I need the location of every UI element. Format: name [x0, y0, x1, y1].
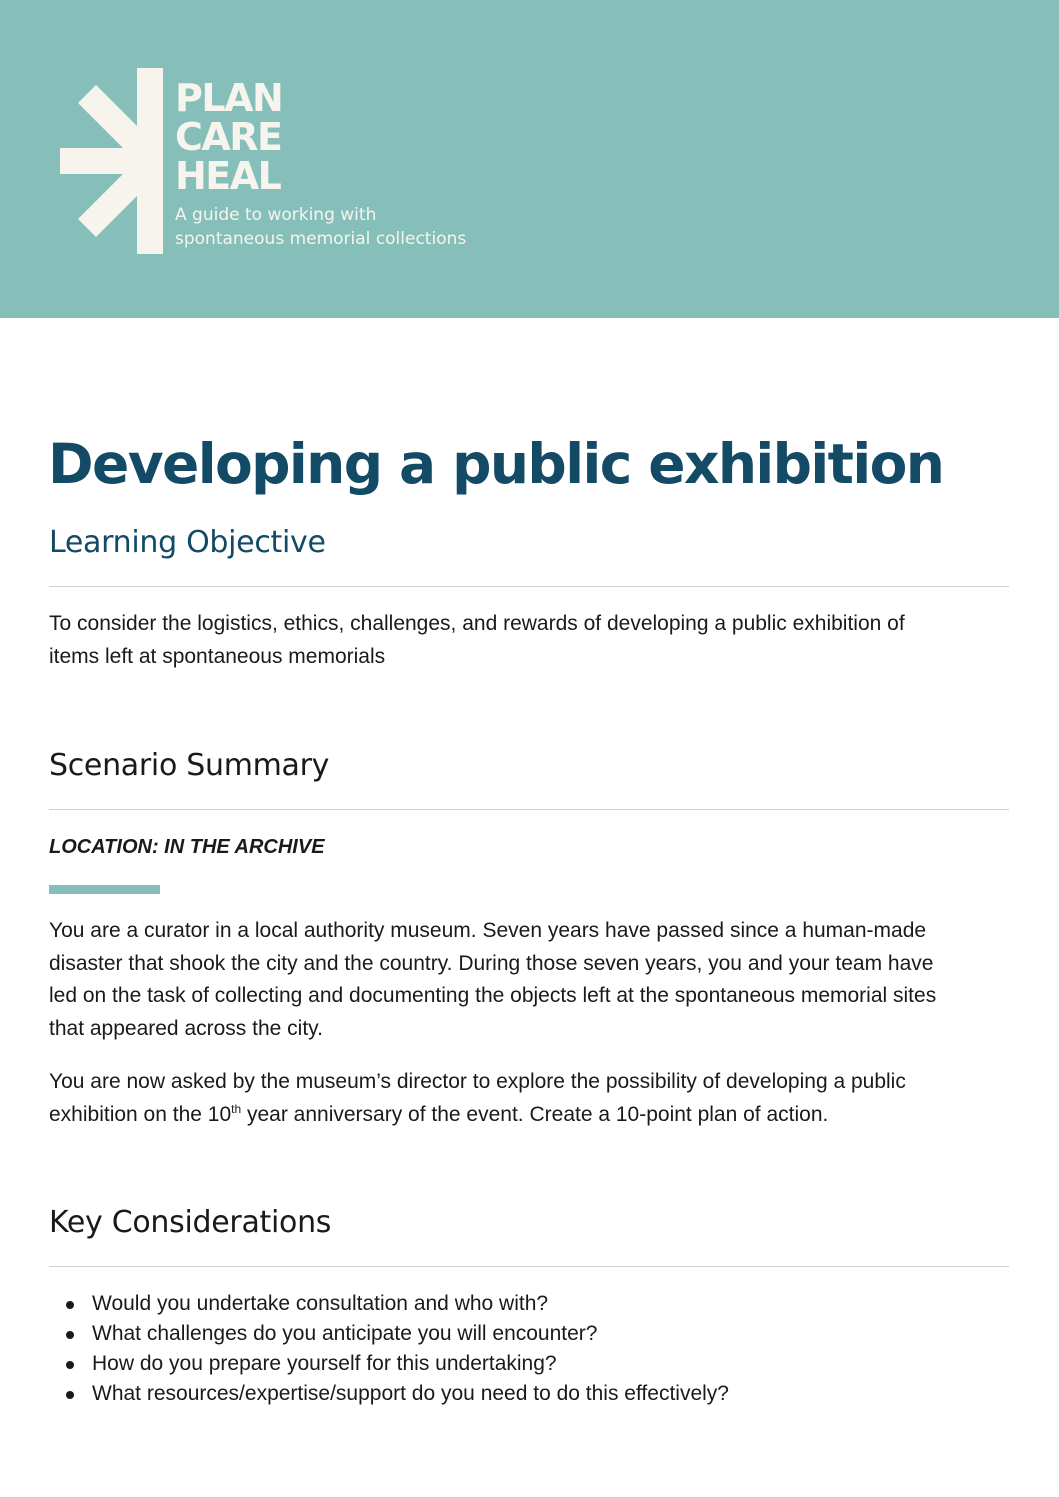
scenario-paragraph-2 [49, 1066, 1019, 1131]
page-title: Developing a public exhibition [48, 432, 944, 496]
list-item [49, 1349, 999, 1379]
brand-word-plan: PLAN [175, 76, 283, 120]
bullet-icon [66, 1391, 74, 1399]
key-considerations-list [49, 1289, 999, 1409]
list-item [49, 1319, 999, 1349]
section-divider [49, 809, 1009, 810]
asterisk-burst-icon [58, 68, 164, 254]
key-considerations-heading: Key Considerations [49, 1205, 332, 1240]
list-item-text: Would you undertake consultation and who with? [92, 1292, 549, 1315]
list-item-text: What challenges do you anticipate you will encounter? [92, 1322, 598, 1345]
text-line: To consider the logistics, ethics, challenges, and rewards of developing a public exhibition of [49, 612, 905, 635]
learning-objective-text [49, 608, 1019, 673]
ordinal-superscript: th [231, 1101, 242, 1116]
tagline-line: A guide to working with [175, 205, 377, 225]
text-line: disaster that shook the city and the country. During those seven years, you and your team have [49, 951, 934, 975]
text-line [49, 1099, 1019, 1132]
scenario-summary-heading: Scenario Summary [49, 748, 330, 783]
scenario-paragraph-1 [49, 915, 1019, 1045]
bullet-icon [66, 1331, 74, 1339]
text-line: items left at spontaneous memorials [49, 644, 386, 668]
tagline-line: spontaneous memorial collections [175, 229, 467, 249]
text-line: led on the task of collecting and documenting the objects left at the spontaneous memorial sites [49, 984, 937, 1007]
section-divider [49, 1266, 1009, 1267]
text-line: You are now asked by the museum’s director to explore the possibility of developing a public [49, 1070, 906, 1093]
bullet-icon [66, 1301, 74, 1309]
header-band [0, 0, 1059, 318]
bullet-icon [66, 1361, 74, 1369]
text-segment: exhibition on the 10 [49, 1102, 232, 1126]
text-line: You are a curator in a local authority museum. Seven years have passed since a human-made [49, 919, 927, 942]
brand-word-heal: HEAL [175, 154, 281, 198]
list-item [49, 1289, 999, 1319]
list-item-text: What resources/expertise/support do you need to do this effectively? [92, 1382, 729, 1405]
location-label: LOCATION: IN THE ARCHIVE [49, 836, 325, 858]
accent-bar [49, 885, 160, 894]
brand-tagline [175, 203, 535, 251]
learning-objective-heading: Learning Objective [49, 525, 326, 560]
text-line: that appeared across the city. [49, 1016, 323, 1040]
text-segment: year anniversary of the event. Create a 10-point plan of action. [241, 1102, 829, 1126]
brand-word-care: CARE [175, 115, 282, 159]
list-item-text: How do you prepare yourself for this undertaking? [92, 1352, 557, 1375]
list-item [49, 1379, 999, 1409]
section-divider [49, 586, 1009, 587]
